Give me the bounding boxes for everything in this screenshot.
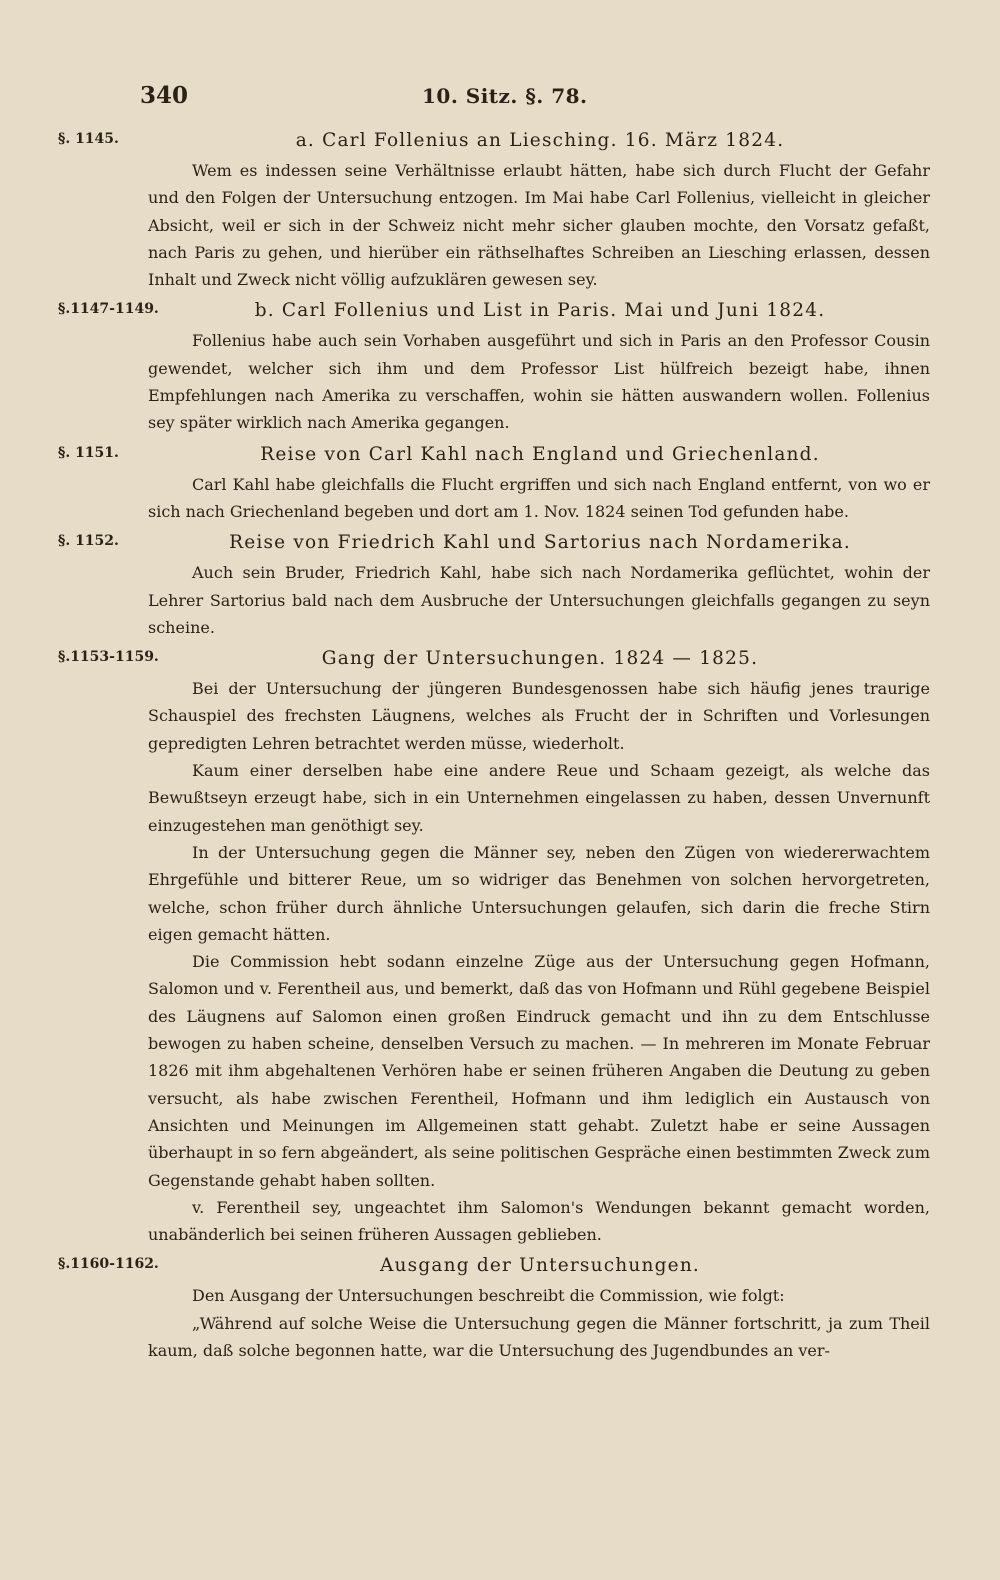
paragraph-ref: §.1153-1159. <box>58 649 159 666</box>
body-paragraph: „Während auf solche Weise die Untersuchung gegen die Männer fortschritt, ja zum Theil kaum, daß solche begonnen hatte, war die Untersuchung des Jugendbundes an ver- <box>148 1313 930 1360</box>
section-1151 <box>0 439 1000 526</box>
body-paragraph: Carl Kahl habe gleichfalls die Flucht ergriffen und sich nach England entfernt, von wo er sich nach Griechenland begeben und dort am 1. Nov. 1824 seinen Tod gefunden habe. <box>148 474 930 521</box>
section-1160-1162 <box>0 1250 1000 1364</box>
page-number: 340 <box>140 82 189 109</box>
section-heading: a. Carl Follenius an Liesching. 16. März 1824. <box>295 130 785 151</box>
page-header <box>0 82 1000 122</box>
section-1152 <box>0 527 1000 641</box>
section-heading: Gang der Untersuchungen. 1824 — 1825. <box>321 648 759 670</box>
section-heading: Reise von Friedrich Kahl und Sartorius nach Nordamerika. <box>229 532 851 554</box>
body-paragraph: Follenius habe auch sein Vorhaben ausgeführt und sich in Paris an den Professor Cousin gewendet, welcher sich ihm und dem Professor List hülfreich bezeigt habe, ihnen Empfehlungen nach Amerika zu verschaffen, wohin sie hätten auswandern wollen. Follenius sey später wirklich nach Amerika gegangen. <box>148 331 930 433</box>
body-paragraph: Wem es indessen seine Verhältnisse erlaubt hätten, habe sich durch Flucht der Gefahr und den Folgen der Untersuchung entzogen. Im Mai habe Carl Follenius, vielleicht in gleicher Absicht, weil er sich in der Schweiz nicht mehr sicher glauben mochte, den Vorsatz gefaßt, nach Paris zu gehen, und hierüber ein räthselhaftes Schreiben an Liesching erlassen, dessen Inhalt und Zweck nicht völlig aufzuklären gewesen sey. <box>148 161 930 290</box>
paragraph-ref: §.1160-1162. <box>58 1256 159 1273</box>
body-paragraph: Auch sein Bruder, Friedrich Kahl, habe sich nach Nordamerika geflüchtet, wohin der Lehrer Sartorius bald nach dem Ausbruche der Untersuchungen gleichfalls gegangen zu seyn scheine. <box>148 563 930 637</box>
body-paragraph: Kaum einer derselben habe eine andere Reue und Schaam gezeigt, als welche das Bewußtseyn erzeugt habe, sich in ein Unternehmen eingelassen zu haben, dessen Unvernunft einzugestehen man genöthigt sey. <box>148 761 930 835</box>
page-body <box>0 125 1000 1366</box>
paragraph-ref: §. 1151. <box>58 444 119 461</box>
section-heading: Ausgang der Untersuchungen. <box>379 1255 701 1277</box>
section-heading: b. Carl Follenius und List in Paris. Mai und Juni 1824. <box>254 300 826 322</box>
body-paragraph: Den Ausgang der Untersuchungen beschreibt die Commission, wie folgt: <box>192 1286 785 1306</box>
paragraph-ref: §. 1152. <box>58 533 119 550</box>
paragraph-ref: §.1147-1149. <box>58 301 159 318</box>
paragraph-ref: §. 1145. <box>58 131 119 147</box>
body-paragraph: Die Commission hebt sodann einzelne Züge aus der Untersuchung gegen Hofmann, Salomon und v. Ferentheil aus, und bemerkt, daß das von Hofmann und Rühl gegebene Beispiel des Läugnens auf Salomon einen großen Eindruck gemacht und ihn zu dem Entschlusse bewogen zu haben scheine, denselben Versuch zu machen. — In mehreren im Monate Februar 1826 mit ihm abgehaltenen Verhören habe er seinen früheren Angaben die Deutung zu geben versucht, als habe zwischen Ferentheil, Hofmann und ihm lediglich ein Austausch von Ansichten und Meinungen im Allgemeinen statt gehabt. Zuletzt habe er seine Aussagen überhaupt in so fern abgeändert, als seine politischen Gespräche einen bestimmten Zweck zum Gegenstande gehabt haben sollten. <box>148 952 930 1190</box>
section-1147-1149 <box>0 295 1000 436</box>
running-head: 10. Sitz. §. 78. <box>422 84 588 108</box>
body-paragraph: In der Untersuchung gegen die Männer sey, neben den Zügen von wiedererwachtem Ehrgefühle und bitterer Reue, um so widriger das Benehmen von solchen hervorgetreten, welche, schon früher durch ähnliche Untersuchungen gelaufen, sich darin die freche Stirn eigen gemacht hätten. <box>148 842 930 944</box>
body-paragraph: v. Ferentheil sey, ungeachtet ihm Salomon's Wendungen bekannt gemacht worden, unabänderlich bei seinen früheren Aussagen geblieben. <box>148 1197 930 1245</box>
section-1145 <box>0 125 1000 293</box>
body-paragraph: Bei der Untersuchung der jüngeren Bundesgenossen habe sich häufig jenes traurige Schauspiel des frechsten Läugnens, welches als Frucht der in Schriften und Vorlesungen gepredigten Lehren betrachtet werden müsse, wiederholt. <box>148 679 930 753</box>
section-heading: Reise von Carl Kahl nach England und Griechenland. <box>260 443 820 465</box>
section-1153-1159 <box>0 643 1000 1248</box>
